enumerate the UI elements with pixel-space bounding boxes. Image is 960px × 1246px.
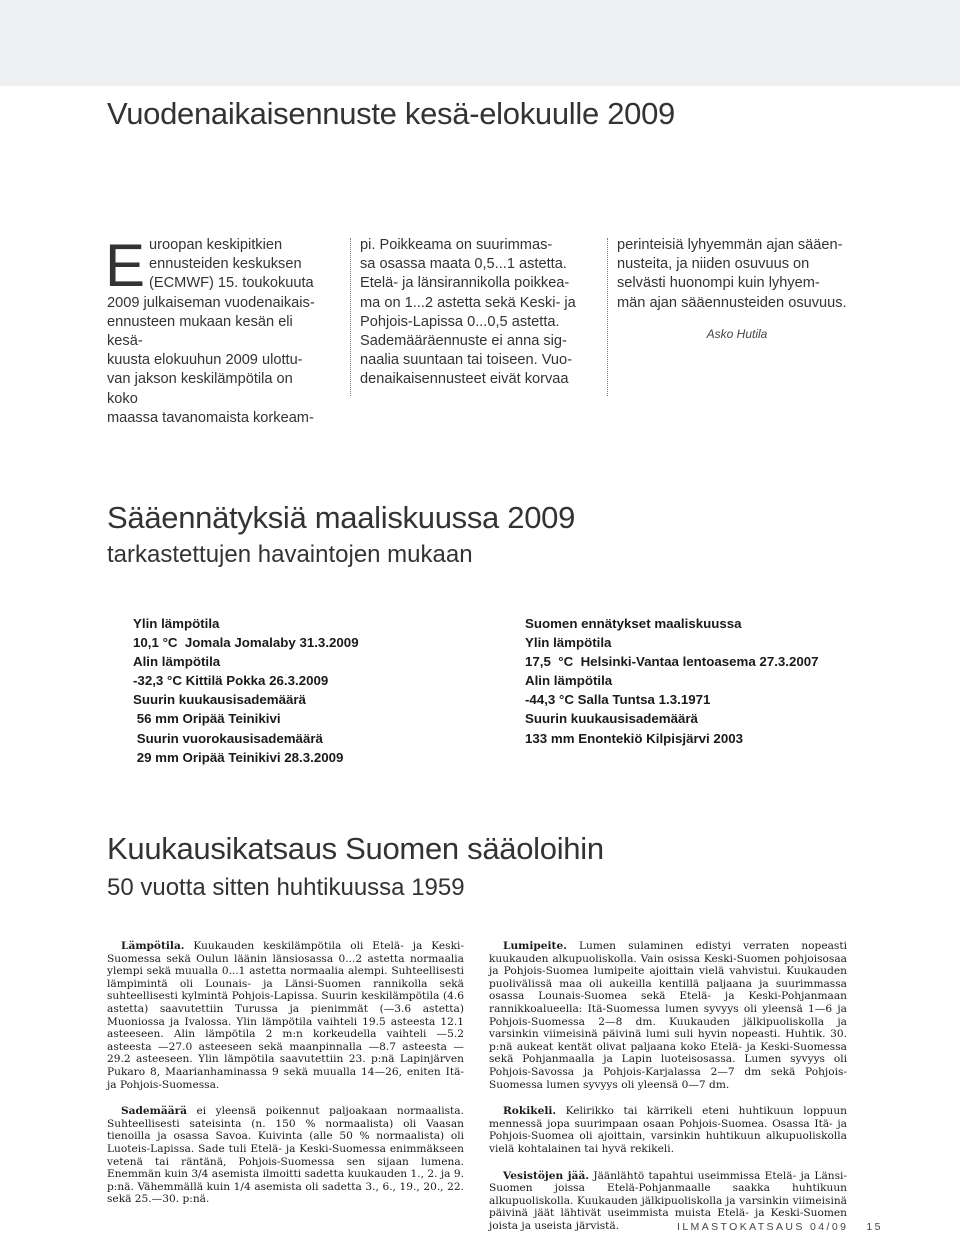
page-footer xyxy=(677,1221,883,1233)
article-column-2 xyxy=(360,236,590,390)
record-line: 29 mm Oripää Teinikivi 28.3.2009 xyxy=(133,749,344,765)
column-divider xyxy=(607,238,608,396)
records-title: Sääennätyksiä maaliskuussa 2009 xyxy=(107,500,576,535)
record-line: Alin lämpötila xyxy=(525,673,613,689)
author-signature: Asko Hutila xyxy=(706,326,768,341)
page-number: 15 xyxy=(866,1221,883,1233)
record-line: Suurin vuorokausisademäärä xyxy=(133,730,323,746)
record-line: 17,5 °C Helsinki-Vantaa lentoasema 27.3.2007 xyxy=(525,654,819,670)
record-line: -44,3 °C Salla Tuntsa 1.3.1971 xyxy=(525,692,711,708)
record-line: Ylin lämpötila xyxy=(133,616,220,631)
scan-paragraph: Lämpötila. Kuukauden keskilämpötila oli Etelä- ja Keski-Suomessa sekä Oulun läänin länsiosassa 0...2 astetta normaalia ylempi sekä muualla 0...1 astetta normaalia alempi. Suhteellisesti lämpimintä oli Lounais- ja Länsi-Suomen rannikolla sekä suhteellisesti kylmintä Pohjois-Lapissa. Suurin keskilämpötila (4.6 astetta) saavutettiin Turussa ja pienimmät (—3.6 astetta) Muoniossa ja Ivalossa. Ylin lämpötila vaihteli 19.5 asteesta 12.1 asteeseen. Alin lämpötila 2 m:n korkeudella vaihteli —5.2 asteesta —27.0 asteeseen sekä maanpinnalla —8.7 asteesta —29.2 asteeseen. Ylin lämpötila saavutettiin 23. p:nä Lapinjärven Pukaro 8, Maarianhaminassa 9 sekä muualla 14—26, eniten Itä- ja Pohjois-Suomessa. xyxy=(107,940,464,1091)
column-divider xyxy=(350,238,351,396)
scanned-text-left xyxy=(107,940,464,1220)
publication-name: ILMASTOKATSAUS 04/09 xyxy=(677,1221,849,1233)
record-line: -32,3 °C Kittilä Pokka 26.3.2009 xyxy=(133,673,329,689)
header-band xyxy=(0,0,960,86)
scan-paragraph: Rokikeli. Kelirikko tai kärrikeli eteni huhtikuun loppuun mennessä jopa suurimpaan osaan Pohjois-Suomea. Osassa Itä- ja Pohjois-Suomea oli ajoittain, varsinkin huhtikuun alkupuoliskolla vielä kohtalainen tai hyvä rekikeli. xyxy=(489,1105,847,1155)
records-subtitle: tarkastettujen havaintojen mukaan xyxy=(107,541,473,568)
column-1-text: uroopan keskipitkien ennusteiden keskuksen (ECMWF) 15. toukokuuta 2009 julkaiseman vuodenaikais- ennusteen mukaan kesän eli kesä- kuusta elokuuhun 2009 ulottu- van jakson keskilämpötila on koko maassa tavanomaista korkeam- xyxy=(107,237,315,426)
record-line: Alin lämpötila xyxy=(133,654,221,670)
column-3-text: perinteisiä lyhyemmän ajan sääen- nusteita, ja niiden osuvuus on selvästi huonompi kuin lyhyem- män ajan sääennusteiden osuvuus. xyxy=(617,237,847,311)
scanned-text-right xyxy=(489,940,847,1246)
scan-paragraph: Vesistöjen jää. Jäänlähtö tapahtui useimmissa Etelä- ja Länsi-Suomen joissa Etelä-Pohjanmaalle saakka huhtikuun alkupuoliskolla. Kuukauden jälkipuoliskolla ja varsinkin viimeisinä päivinä jäät lähtivät useimmista muista Etelä- ja Keski-Suomen joista ja useista järvistä. xyxy=(489,1169,847,1232)
column-2-text: pi. Poikkeama on suurimmas- sa osassa maata 0,5...1 astetta. Etelä- ja länsirannikolla poikkea- ma on 1...2 astetta sekä Keski- ja Pohjois-Lapissa 0...0,5 astetta. Sademääräennuste ei anna sig- naalia suuntaan tai toiseen. Vuo- denaikaisennusteet eivät korvaa xyxy=(360,237,576,388)
records-march-2009 xyxy=(133,614,359,767)
article-column-1 xyxy=(105,232,322,428)
article-title-seasonal-forecast: Vuodenaikaisennuste kesä-elokuulle 2009 xyxy=(107,96,675,131)
record-line: Suurin kuukausisademäärä xyxy=(133,692,306,708)
monthly-review-title: Kuukausikatsaus Suomen sääoloihin xyxy=(107,831,604,866)
record-line: Ylin lämpötila xyxy=(525,635,612,651)
monthly-review-subtitle: 50 vuotta sitten huhtikuussa 1959 xyxy=(107,874,465,901)
drop-cap: E xyxy=(105,232,146,299)
scan-paragraph: Sademäärä ei yleensä poikennut paljoakaan normaalista. Suhteellisesti sateisinta (n. 150 % normaalista) oli Vaasan tienoilla ja osassa Savoa. Kuivinta (alle 50 % normaalista) oli Luoteis-Lapissa. Sade tuli Etelä- ja Keski-Suomessa enimmäkseen vetenä tai räntänä, Pohjois-Suomessa sen sijaan lumena. Enemmän kuin 3/4 asemista ilmoitti sadetta kuukauden 1., 2. ja 9. p:nä. Vähemmällä kuin 1/4 asemista oli sadetta 3., 6., 19., 20., 22. sekä 25.—30. p:nä. xyxy=(107,1105,464,1206)
record-line: 10,1 °C Jomala Jomalaby 31.3.2009 xyxy=(133,635,359,651)
record-line: 133 mm Enontekiö Kilpisjärvi 2003 xyxy=(525,730,744,746)
record-line: 56 mm Oripää Teinikivi xyxy=(133,711,281,727)
record-line: Suomen ennätykset maaliskuussa xyxy=(525,616,742,631)
scan-paragraph: Lumipeite. Lumen sulaminen edistyi verraten nopeasti kuukauden alkupuoliskolla. Vain osissa Keski-Suomen pohjoisosaa ja Pohjois-Suomea lumipeite ajoittain vielä vahvistui. Kuukauden puolivälissä maa oli aukeilla kentillä paljaana ja suurimmassa osassa Lounais-Suomea sekä Etelä- ja Keski-Pohjanmaan rannikkoalueella: Itä-Suomessa lumen syvyys oli yleensä 1—6 ja Pohjois-Suomessa 2—8 dm. Kuukauden jälkipuoliskolla ja varsinkin viimeisinä päivinä lumi suli hyvin nopeasti. Huhtik. 30. p:nä aukeat kentät olivat paljaana koko Etelä- ja Keski-Suomessa sekä Pohjanmaalla ja Lapin luoteisosassa. Lumen syvyys oli Pohjois-Savossa ja Pohjois-Karjalassa 2—7 dm sekä Pohjois-Suomessa lumen syvyys oli yleensä 0—7 dm. xyxy=(489,940,847,1091)
record-line: Suurin kuukausisademäärä xyxy=(525,711,698,727)
records-finland-march xyxy=(525,614,819,748)
article-column-3 xyxy=(617,236,857,344)
